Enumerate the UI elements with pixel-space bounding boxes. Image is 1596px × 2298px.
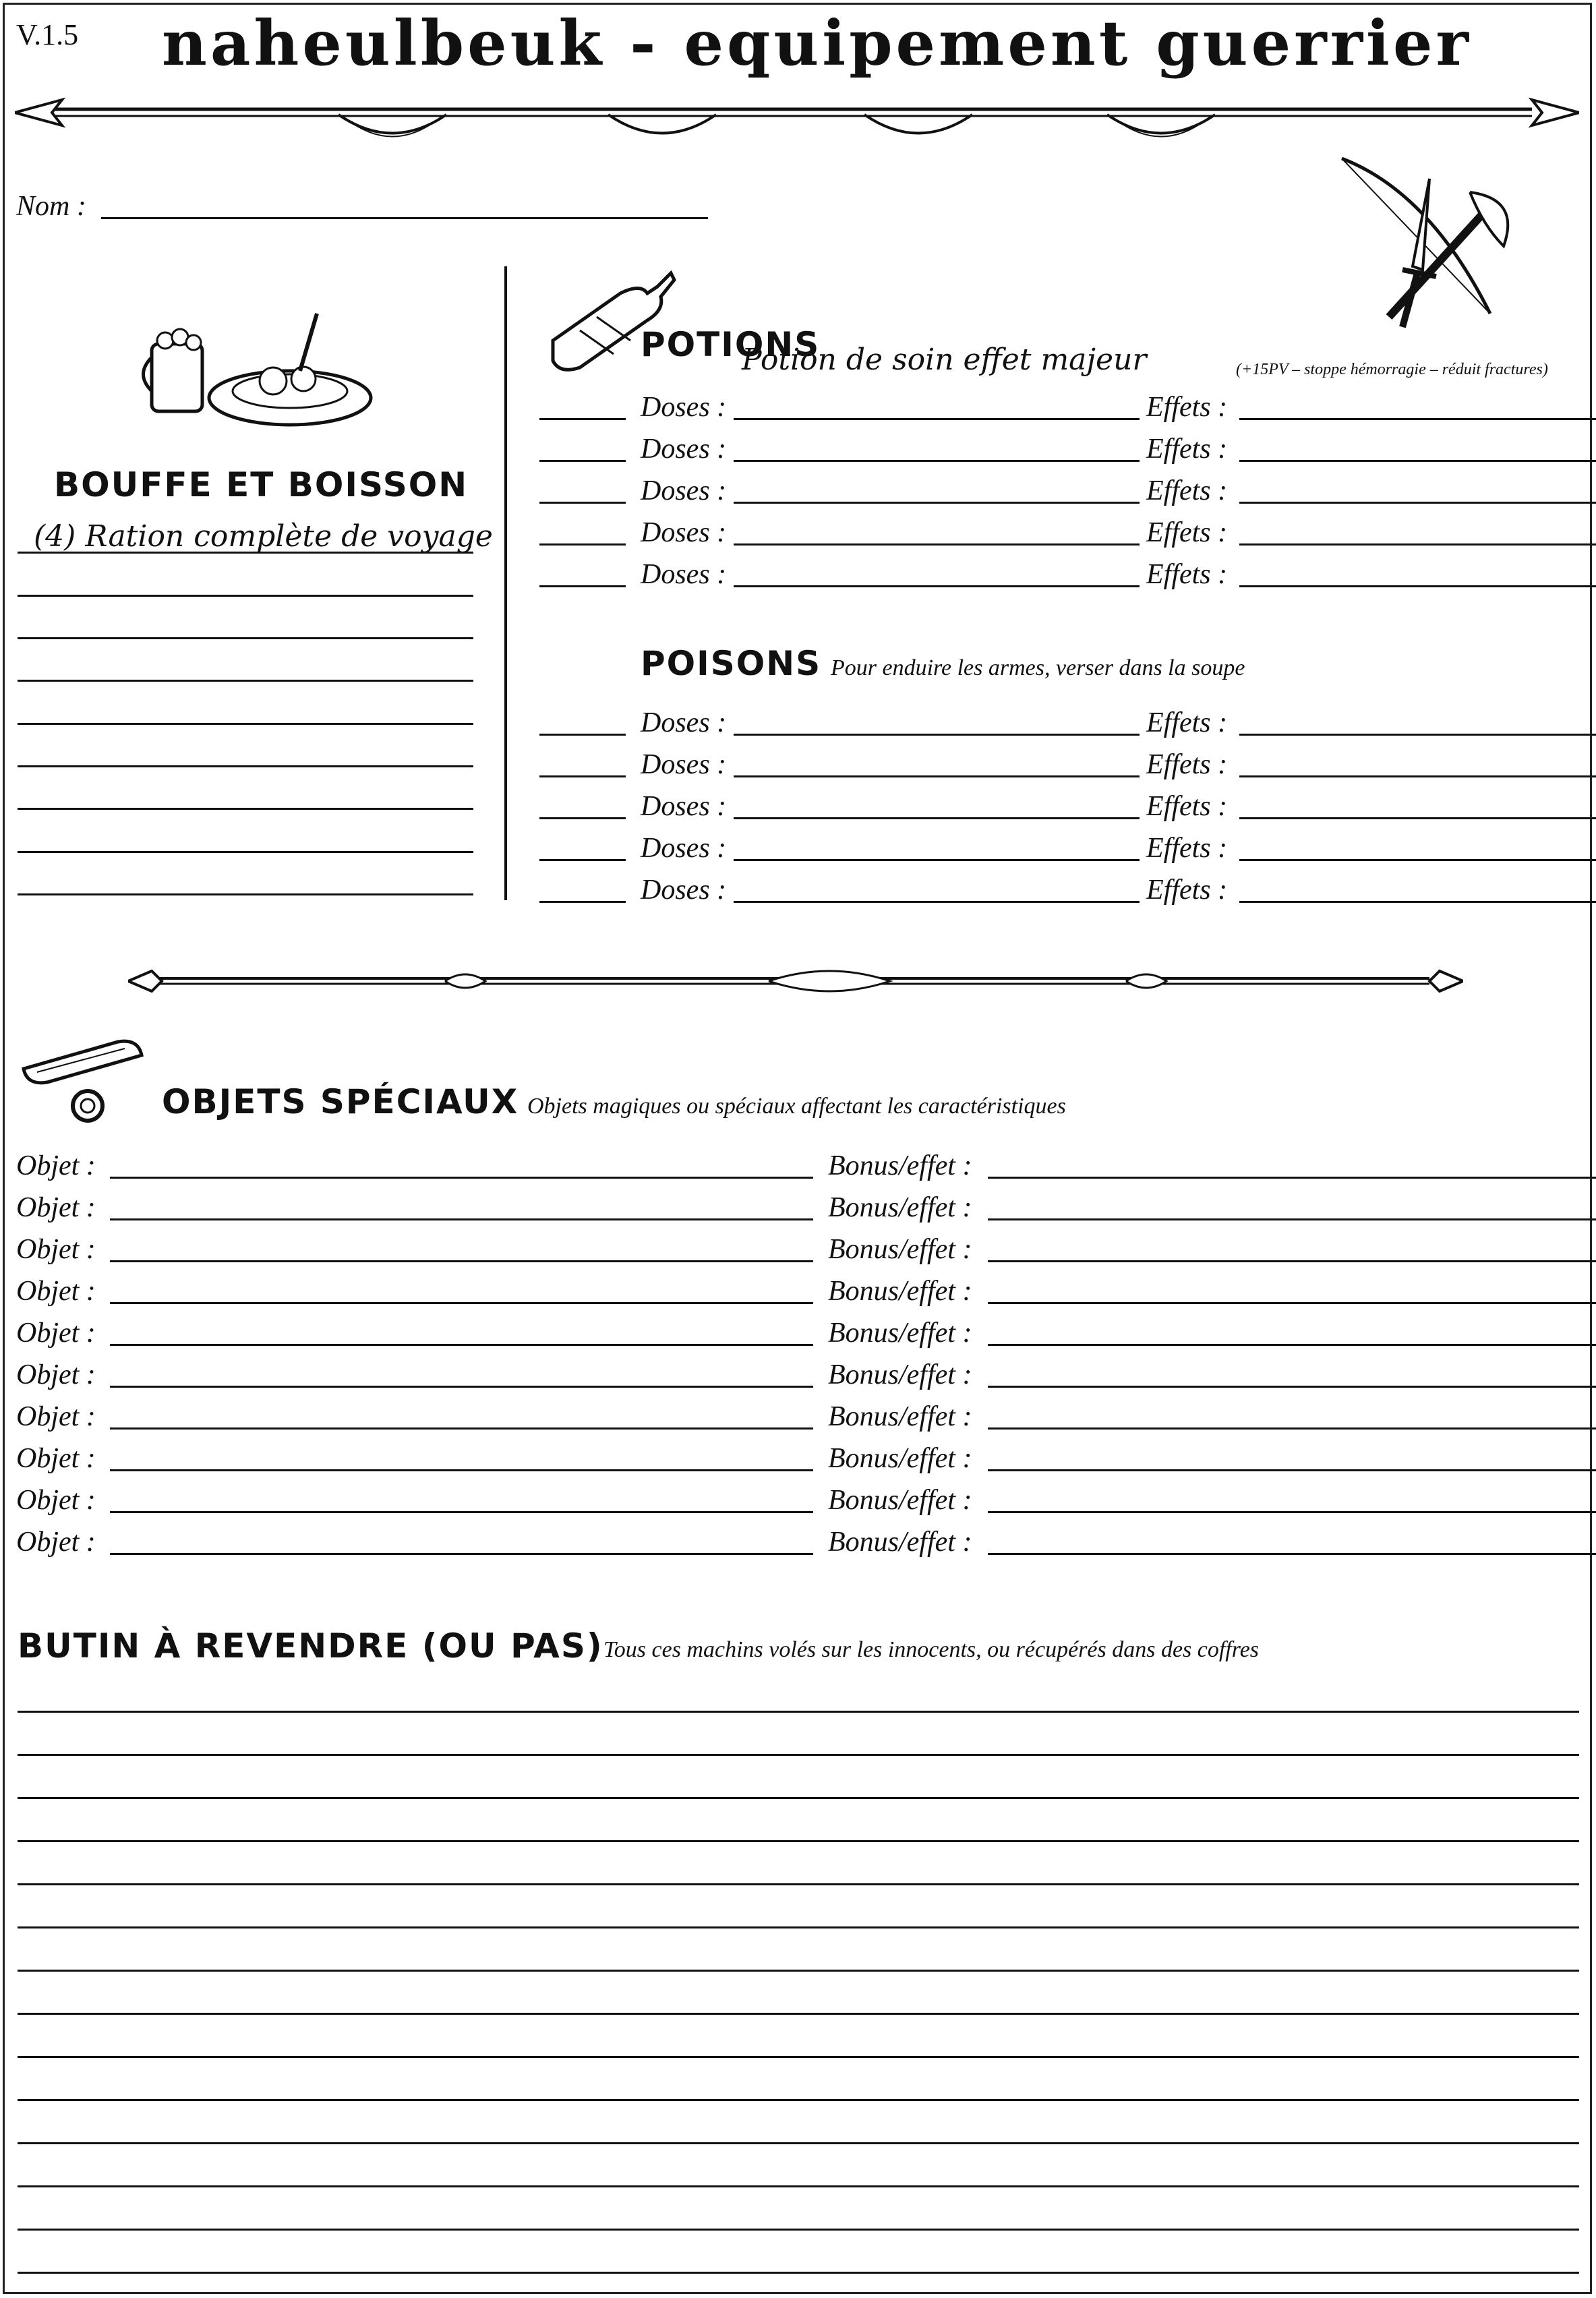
special-items-heading: OBJETS SPÉCIAUX bbox=[162, 1082, 519, 1121]
poison-effects-label: Effets : bbox=[1146, 749, 1228, 780]
poison-doses-label: Doses : bbox=[641, 875, 727, 906]
special-item-object-label: Objet : bbox=[16, 1150, 96, 1181]
food-and-drink-icon bbox=[138, 303, 374, 432]
potion-handwritten-entry: Potion de soin effet majeur bbox=[742, 343, 1147, 377]
potions-heading: POTIONS bbox=[641, 325, 821, 364]
poison-doses-field[interactable] bbox=[734, 817, 1140, 819]
special-items-subtitle: Objets magiques ou spéciaux affectant les caractéristiques bbox=[527, 1094, 1066, 1119]
potion-doses-label: Doses : bbox=[641, 434, 727, 465]
potion-effects-field[interactable] bbox=[1239, 502, 1596, 504]
poison-effects-field[interactable] bbox=[1239, 734, 1596, 736]
potion-doses-field[interactable] bbox=[734, 502, 1140, 504]
special-item-object-field[interactable] bbox=[110, 1386, 813, 1388]
loot-line[interactable] bbox=[18, 2056, 1579, 2058]
special-item-object-field[interactable] bbox=[110, 1344, 813, 1346]
potion-quantity-field[interactable] bbox=[539, 418, 626, 420]
loot-line[interactable] bbox=[18, 2142, 1579, 2144]
special-item-object-field[interactable] bbox=[110, 1553, 813, 1555]
special-item-object-label: Objet : bbox=[16, 1359, 96, 1390]
scroll-and-ring-icon bbox=[17, 1028, 152, 1129]
special-item-bonus-label: Bonus/effet : bbox=[828, 1485, 972, 1516]
poison-doses-field[interactable] bbox=[734, 734, 1140, 736]
poison-effects-label: Effets : bbox=[1146, 875, 1228, 906]
page-title: naheulbeuk - equipement guerrier bbox=[162, 7, 1472, 80]
potion-effects-label: Effets : bbox=[1146, 434, 1228, 465]
special-item-object-label: Objet : bbox=[16, 1318, 96, 1349]
potion-quantity-field[interactable] bbox=[539, 585, 626, 587]
special-item-object-label: Objet : bbox=[16, 1485, 96, 1516]
special-item-bonus-field[interactable] bbox=[988, 1260, 1596, 1262]
name-label: Nom : bbox=[16, 191, 86, 222]
special-item-bonus-label: Bonus/effet : bbox=[828, 1234, 972, 1265]
special-item-bonus-label: Bonus/effet : bbox=[828, 1401, 972, 1432]
potion-handwritten-note: (+15PV – stoppe hémorragie – réduit fractures) bbox=[1236, 361, 1548, 378]
poison-doses-field[interactable] bbox=[734, 901, 1140, 903]
special-item-object-label: Objet : bbox=[16, 1234, 96, 1265]
special-item-object-field[interactable] bbox=[110, 1302, 813, 1304]
special-item-bonus-label: Bonus/effet : bbox=[828, 1192, 972, 1223]
crossed-weapons-icon bbox=[1328, 152, 1531, 337]
potion-doses-label: Doses : bbox=[641, 559, 727, 590]
poison-doses-field[interactable] bbox=[734, 859, 1140, 861]
special-item-bonus-field[interactable] bbox=[988, 1344, 1596, 1346]
special-item-object-label: Objet : bbox=[16, 1192, 96, 1223]
special-item-bonus-label: Bonus/effet : bbox=[828, 1443, 972, 1474]
special-item-object-field[interactable] bbox=[110, 1177, 813, 1179]
special-item-object-label: Objet : bbox=[16, 1276, 96, 1307]
poison-quantity-field[interactable] bbox=[539, 817, 626, 819]
special-item-object-label: Objet : bbox=[16, 1443, 96, 1474]
loot-line[interactable] bbox=[18, 1797, 1579, 1799]
loot-line[interactable] bbox=[18, 2099, 1579, 2101]
special-item-bonus-field[interactable] bbox=[988, 1469, 1596, 1471]
food-entry-line[interactable] bbox=[18, 893, 473, 895]
food-entry-line[interactable] bbox=[18, 808, 473, 810]
spear-divider-icon bbox=[15, 88, 1579, 148]
potion-effects-field[interactable] bbox=[1239, 460, 1596, 462]
poison-doses-label: Doses : bbox=[641, 749, 727, 780]
special-item-bonus-label: Bonus/effet : bbox=[828, 1359, 972, 1390]
special-item-bonus-field[interactable] bbox=[988, 1386, 1596, 1388]
poison-effects-field[interactable] bbox=[1239, 901, 1596, 903]
potion-doses-field[interactable] bbox=[734, 460, 1140, 462]
loot-line[interactable] bbox=[18, 2229, 1579, 2231]
special-item-bonus-label: Bonus/effet : bbox=[828, 1527, 972, 1558]
special-item-object-label: Objet : bbox=[16, 1401, 96, 1432]
loot-line[interactable] bbox=[18, 1754, 1579, 1756]
food-entry-line[interactable] bbox=[18, 765, 473, 767]
potion-effects-label: Effets : bbox=[1146, 475, 1228, 506]
poison-doses-label: Doses : bbox=[641, 833, 727, 864]
food-heading: BOUFFE ET BOISSON bbox=[54, 465, 469, 504]
potion-quantity-field[interactable] bbox=[539, 460, 626, 462]
loot-line[interactable] bbox=[18, 2272, 1579, 2274]
special-item-object-label: Objet : bbox=[16, 1527, 96, 1558]
poison-effects-label: Effets : bbox=[1146, 791, 1228, 822]
special-item-bonus-field[interactable] bbox=[988, 1218, 1596, 1220]
special-item-bonus-field[interactable] bbox=[988, 1177, 1596, 1179]
loot-line[interactable] bbox=[18, 2185, 1579, 2187]
column-divider bbox=[504, 266, 507, 900]
potion-quantity-field[interactable] bbox=[539, 502, 626, 504]
loot-line[interactable] bbox=[18, 2013, 1579, 2015]
potion-effects-field[interactable] bbox=[1239, 585, 1596, 587]
potion-doses-label: Doses : bbox=[641, 475, 727, 506]
potion-effects-label: Effets : bbox=[1146, 392, 1228, 423]
poison-quantity-field[interactable] bbox=[539, 775, 626, 777]
special-item-bonus-label: Bonus/effet : bbox=[828, 1318, 972, 1349]
potion-effects-field[interactable] bbox=[1239, 418, 1596, 420]
potion-effects-field[interactable] bbox=[1239, 543, 1596, 546]
poison-quantity-field[interactable] bbox=[539, 734, 626, 736]
special-item-bonus-field[interactable] bbox=[988, 1427, 1596, 1430]
poisons-subtitle: Pour enduire les armes, verser dans la soupe bbox=[831, 655, 1245, 680]
poison-effects-field[interactable] bbox=[1239, 817, 1596, 819]
special-item-bonus-label: Bonus/effet : bbox=[828, 1276, 972, 1307]
food-entry-line[interactable] bbox=[18, 723, 473, 725]
special-item-object-field[interactable] bbox=[110, 1511, 813, 1513]
poison-doses-label: Doses : bbox=[641, 791, 727, 822]
potion-quantity-field[interactable] bbox=[539, 543, 626, 546]
staff-divider-icon bbox=[128, 961, 1463, 1001]
special-item-object-field[interactable] bbox=[110, 1260, 813, 1262]
special-item-object-field[interactable] bbox=[110, 1469, 813, 1471]
food-entry-line[interactable] bbox=[18, 552, 473, 554]
poison-doses-field[interactable] bbox=[734, 775, 1140, 777]
special-item-bonus-field[interactable] bbox=[988, 1511, 1596, 1513]
loot-line[interactable] bbox=[18, 1840, 1579, 1842]
special-item-bonus-label: Bonus/effet : bbox=[828, 1150, 972, 1181]
food-entry-line[interactable] bbox=[18, 680, 473, 682]
loot-subtitle: Tous ces machins volés sur les innocents, ou récupérés dans des coffres bbox=[603, 1637, 1260, 1662]
special-item-bonus-field[interactable] bbox=[988, 1553, 1596, 1555]
potion-doses-label: Doses : bbox=[641, 392, 727, 423]
loot-line[interactable] bbox=[18, 1883, 1579, 1885]
poison-effects-label: Effets : bbox=[1146, 707, 1228, 738]
poison-effects-field[interactable] bbox=[1239, 775, 1596, 777]
loot-line[interactable] bbox=[18, 1711, 1579, 1713]
poison-effects-field[interactable] bbox=[1239, 859, 1596, 861]
poison-effects-label: Effets : bbox=[1146, 833, 1228, 864]
potion-doses-field[interactable] bbox=[734, 585, 1140, 587]
food-entry-line[interactable] bbox=[18, 637, 473, 639]
potion-effects-label: Effets : bbox=[1146, 559, 1228, 590]
potion-effects-label: Effets : bbox=[1146, 517, 1228, 548]
poisons-heading: POISONS bbox=[641, 644, 822, 683]
poison-doses-label: Doses : bbox=[641, 707, 727, 738]
loot-line[interactable] bbox=[18, 1970, 1579, 1972]
special-item-object-field[interactable] bbox=[110, 1218, 813, 1220]
food-entry-line[interactable] bbox=[18, 595, 473, 597]
version-label: V.1.5 bbox=[16, 18, 79, 51]
special-item-bonus-field[interactable] bbox=[988, 1302, 1596, 1304]
poison-quantity-field[interactable] bbox=[539, 859, 626, 861]
potion-doses-field[interactable] bbox=[734, 418, 1140, 420]
potion-doses-field[interactable] bbox=[734, 543, 1140, 546]
loot-heading: BUTIN À REVENDRE (OU PAS) bbox=[18, 1626, 603, 1666]
special-item-object-field[interactable] bbox=[110, 1427, 813, 1430]
food-entry-1: (4) Ration complète de voyage bbox=[34, 519, 493, 554]
loot-line[interactable] bbox=[18, 1926, 1579, 1928]
name-field[interactable] bbox=[101, 217, 708, 219]
poison-quantity-field[interactable] bbox=[539, 901, 626, 903]
potion-doses-label: Doses : bbox=[641, 517, 727, 548]
food-entry-line[interactable] bbox=[18, 851, 473, 853]
